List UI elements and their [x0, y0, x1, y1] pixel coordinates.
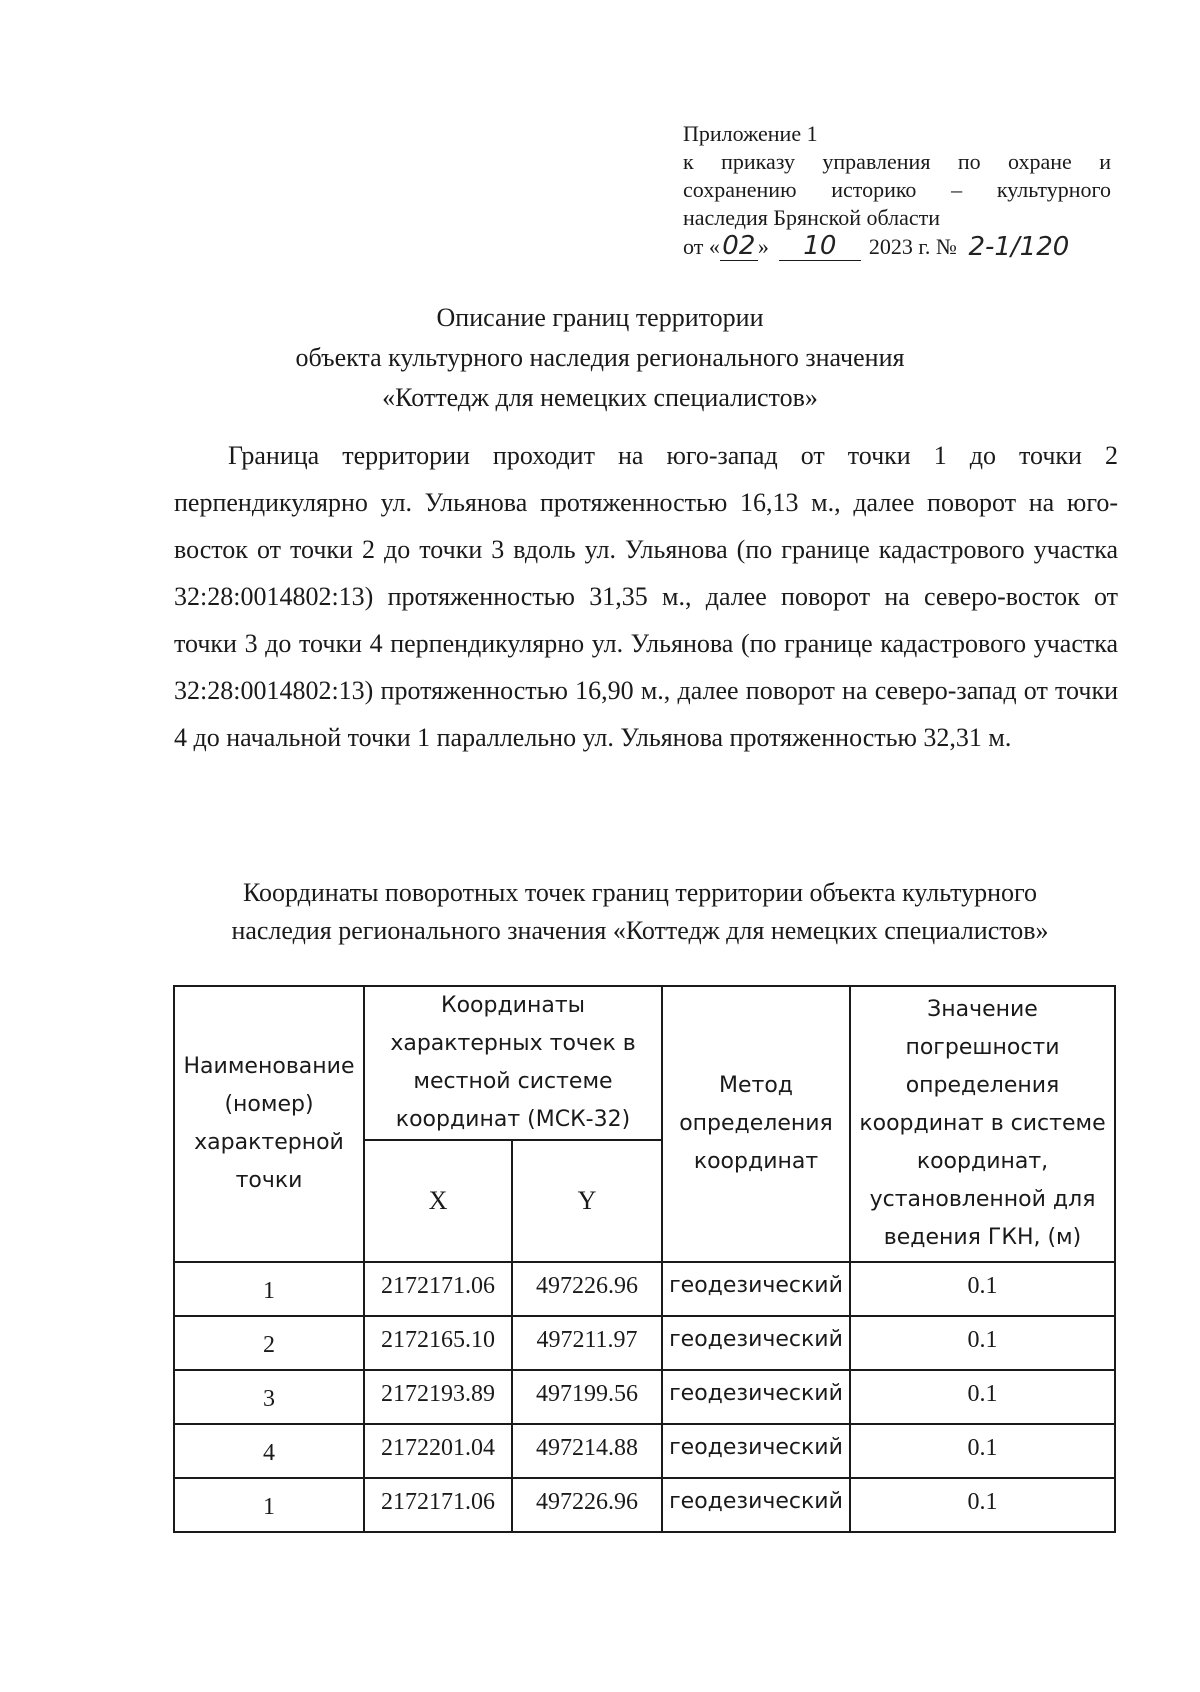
cell-accuracy: 0.1	[850, 1424, 1115, 1478]
cell-x: 2172165.10	[364, 1316, 512, 1370]
header-accuracy: Значение погрешности определения координат в системе координат, установленной для ведения ГКН, (м)	[850, 986, 1115, 1262]
cell-x: 2172171.06	[364, 1262, 512, 1316]
cell-accuracy: 0.1	[850, 1478, 1115, 1532]
cell-point: 1	[174, 1262, 364, 1316]
handwritten-month: 10	[779, 232, 861, 261]
header-x: X	[364, 1140, 512, 1262]
table-row	[174, 1370, 1115, 1424]
handwritten-day: 02	[720, 232, 758, 261]
cell-y: 497211.97	[512, 1316, 662, 1370]
cell-accuracy: 0.1	[850, 1370, 1115, 1424]
table-row	[174, 1424, 1115, 1478]
cell-y: 497226.96	[512, 1478, 662, 1532]
cell-method: геодезический	[662, 1316, 850, 1370]
document-title	[150, 298, 1050, 418]
header-method: Метод определения координат	[662, 986, 850, 1262]
header-coordinates: Координаты характерных точек в местной системе координат (МСК-32)	[364, 986, 662, 1140]
header-point-name: Наименование (номер) характерной точки	[174, 986, 364, 1262]
cell-method: геодезический	[662, 1478, 850, 1532]
cell-x: 2172171.06	[364, 1478, 512, 1532]
cell-point: 3	[174, 1370, 364, 1424]
date-prefix: от «	[683, 234, 720, 259]
cell-point: 1	[174, 1478, 364, 1532]
table-title	[150, 874, 1130, 950]
appendix-header	[683, 120, 1111, 261]
table-row	[174, 1262, 1115, 1316]
cell-x: 2172201.04	[364, 1424, 512, 1478]
appendix-line-4: наследия Брянской области	[683, 205, 941, 230]
date-mid: »	[757, 234, 769, 259]
cell-point: 2	[174, 1316, 364, 1370]
title-line-2: объекта культурного наследия регионального значения	[295, 343, 905, 372]
appendix-line-3: сохранению историко – культурного	[683, 177, 1111, 202]
table-title-line-1: Координаты поворотных точек границ территории объекта культурного	[242, 878, 1038, 907]
title-line-3: «Коттедж для немецких специалистов»	[382, 383, 818, 412]
cell-y: 497214.88	[512, 1424, 662, 1478]
table-header-row	[174, 986, 1115, 1140]
date-year: 2023 г. №	[868, 234, 957, 259]
title-line-1: Описание границ территории	[436, 303, 764, 332]
cell-accuracy: 0.1	[850, 1316, 1115, 1370]
header-y: Y	[512, 1140, 662, 1262]
handwritten-order-number: 2-1/120	[968, 232, 1070, 262]
cell-accuracy: 0.1	[850, 1262, 1115, 1316]
cell-x: 2172193.89	[364, 1370, 512, 1424]
cell-y: 497226.96	[512, 1262, 662, 1316]
cell-method: геодезический	[662, 1262, 850, 1316]
cell-point: 4	[174, 1424, 364, 1478]
coordinates-table	[173, 985, 1116, 1533]
order-date-line	[683, 232, 1111, 261]
cell-y: 497199.56	[512, 1370, 662, 1424]
boundary-description: Граница территории проходит на юго-запад от точки 1 до точки 2 перпендикулярно ул. Ульянова протяженностью 16,13 м., далее поворот на юго-восток от точки 2 до точки 3 вдоль ул. Ульянова (по границе кадастрового участка 32:28:0014802:13) протяженностью 31,35 м., далее поворот на северо-восток от точки 3 до точки 4 перпендикулярно ул. Ульянова (по границе кадастрового участка 32:28:0014802:13) протяженностью 16,90 м., далее поворот на северо-запад от точки 4 до начальной точки 1 параллельно ул. Ульянова протяженностью 32,31 м.	[174, 441, 1118, 752]
cell-method: геодезический	[662, 1424, 850, 1478]
table-row	[174, 1478, 1115, 1532]
table-row	[174, 1316, 1115, 1370]
appendix-line-2: к приказу управления по охране и	[683, 149, 1111, 174]
cell-method: геодезический	[662, 1370, 850, 1424]
appendix-label: Приложение 1	[683, 121, 818, 146]
table-title-line-2: наследия регионального значения «Коттедж для немецких специалистов»	[231, 916, 1049, 945]
